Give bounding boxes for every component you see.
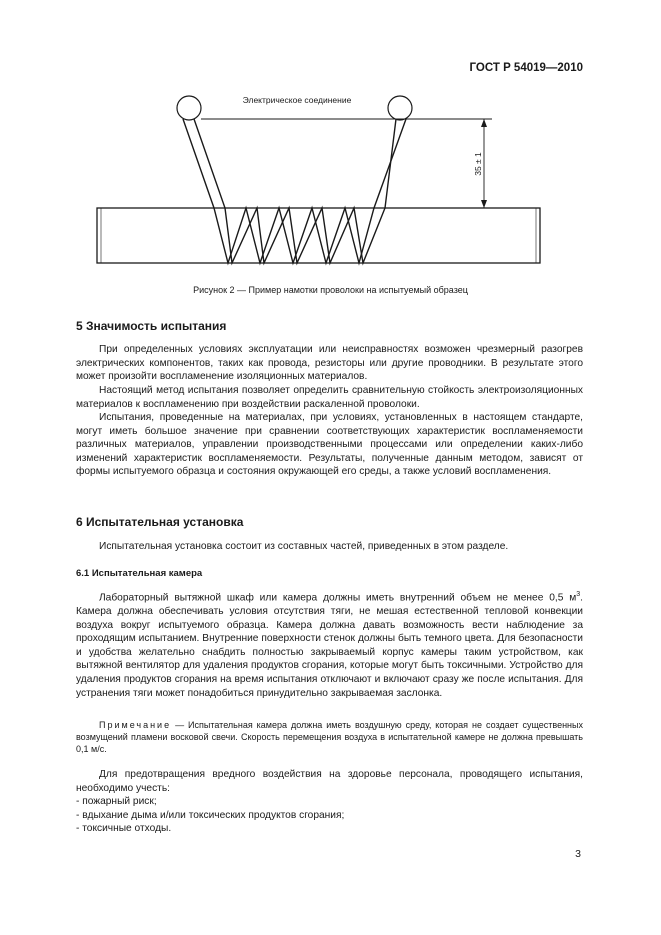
document-header: ГОСТ Р 54019—2010 [469, 62, 583, 74]
note [76, 719, 583, 756]
section-6-title: 6 Испытательная установка [76, 515, 244, 529]
section-5-title: 5 Значимость испытания [76, 319, 227, 333]
connection-label: Электрическое соединение [242, 95, 352, 105]
subsection-6-1-paragraph [76, 588, 583, 700]
page-number: 3 [575, 848, 581, 860]
dimension-label: 35 ± 1 [473, 152, 483, 176]
section-5-paragraph-3: Испытания, проведенные на материалах, при условиях, установленных в настоящем стандарте, могут иметь большое значение при сравнении соответствующих характеристик воспламеняемости различных материалов, управлении производственными процессами или определении каких-либо изменений характеристик воспламеняемости. Результаты, полученные данным методом, зависят от формы испытуемого образца и состояния окружающей его среды, а также условий воспламенения. [76, 412, 583, 478]
note-label: Примечание [99, 720, 172, 730]
section-6-intro: Испытательная установка состоит из составных частей, приведенных в этом разделе. [99, 541, 509, 552]
list-item: - вдыхание дыма и/или токсических продуктов сгорания; [76, 809, 345, 821]
section-6-paragraph-2: Для предотвращения вредного воздействия на здоровье персонала, проводящего испытания, необходимо учесть: [76, 769, 583, 794]
subsection-6-1-title: 6.1 Испытательная камера [76, 568, 203, 579]
note-text: — Испытательная камера должна иметь воздушную среду, которая не создает существенных возмущений пламени восковой свечи. Скорость перемещения воздуха в испытательной камере не должна превышать 0,1 м/с. [76, 720, 583, 755]
figure-wire-winding [0, 84, 661, 274]
terminal-right [388, 96, 412, 120]
para-part-1: Лабораторный вытяжной шкаф или камера должны иметь внутренний объем не менее 0,5 м [99, 592, 577, 604]
list-item: - пожарный риск; [76, 796, 157, 807]
terminal-left [177, 96, 201, 120]
section-5-paragraph-2: Настоящий метод испытания позволяет определить сравнительную стойкость электроизоляционных материалов к воспламенению при воздействии раскаленной проволоки. [76, 385, 583, 410]
list-item: - токсичные отходы. [76, 823, 172, 835]
para-part-2: . Камера должна обеспечивать условия отсутствия тяги, не мешая естественной тепловой конвекции воздуха вокруг испытуемого образца. Камера должна давать возможность вести наблюдение за проходящим испытанием. Внутренние поверхности стенок должны быть темного цвета. Для безопасности и удобства желательно снабдить полностью закрываемый корпус камеры таким устройством, как вытяжной вентилятор для удаления продуктов сгорания, которые могут быть токсичными. Устройство для удаления продуктов сгорания на время испытания отключают и включают сразу же после испытания. Для устранения тяги может понадобиться принудительно закрываемая заслонка. [76, 592, 583, 699]
cubic-superscript: 3 [576, 591, 581, 598]
hazard-list [76, 795, 583, 836]
section-5-paragraph-1: При определенных условиях эксплуатации или неисправностях возможен чрезмерный разогрев электрических компонентов, таких как провода, резисторы или другие проводники. В результате этого может произойти воспламенение изоляционных материалов. [76, 344, 583, 383]
figure-caption: Рисунок 2 — Пример намотки проволоки на испытуемый образец [193, 285, 468, 295]
